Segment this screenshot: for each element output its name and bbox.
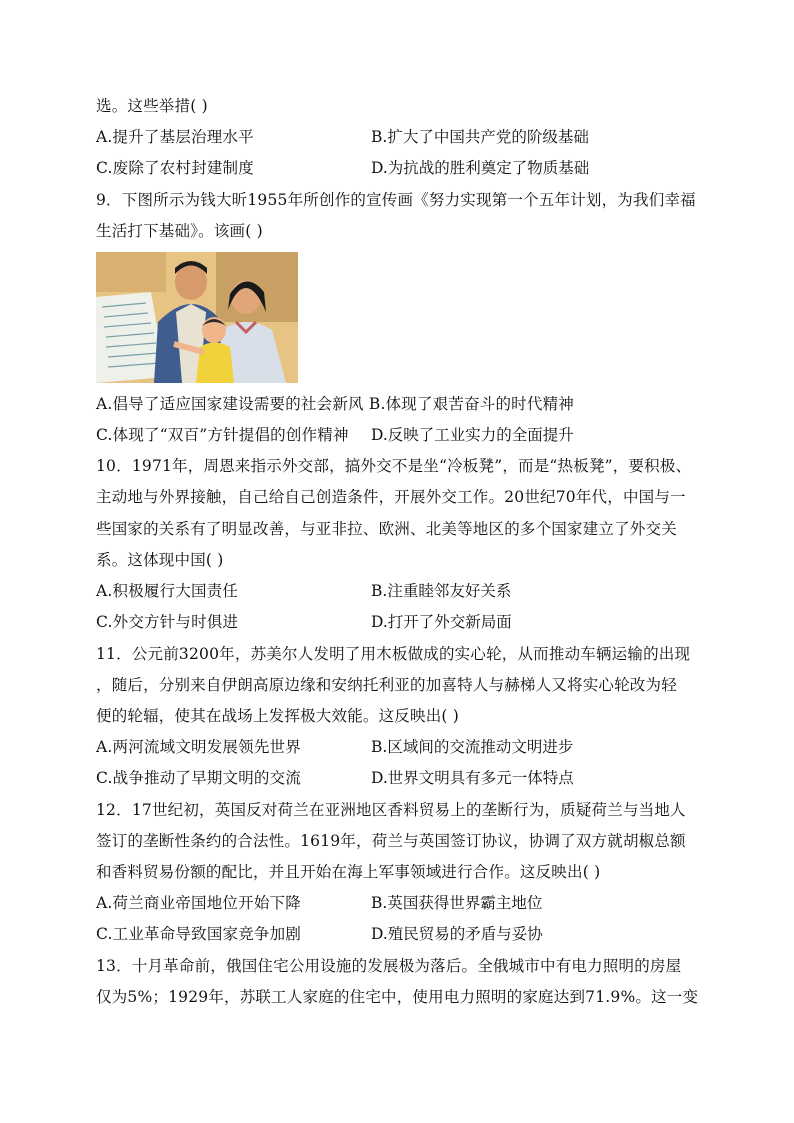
family-poster-illustration — [96, 252, 298, 383]
question-10-line-1: 10．1971年，周恩来指示外交部，搞外交不是坐“冷板凳”，而是“热板凳”，要积极、 — [96, 457, 692, 475]
question-10-line-2: 主动地与外界接触，自己给自己创造条件，开展外交工作。20世纪70年代，中国与一 — [96, 488, 686, 506]
option-q11-c: C.战争推动了早期文明的交流 — [96, 769, 302, 787]
option-q12-d: D.殖民贸易的矛盾与妥协 — [371, 925, 543, 943]
option-q10-c: C.外交方针与时俱进 — [96, 613, 239, 631]
option-q12-b: B.英国获得世界霸主地位 — [371, 894, 543, 912]
option-q11-a: A.两河流域文明发展领先世界 — [96, 738, 301, 756]
line-q8-stem-end: 选。这些举措( ) — [96, 97, 208, 115]
option-q9-d: D.反映了工业实力的全面提升 — [371, 426, 574, 444]
option-q8-a: A.提升了基层治理水平 — [96, 128, 254, 146]
question-10-line-4: 系。这体现中国( ) — [96, 551, 224, 569]
option-q10-b: B.注重睦邻友好关系 — [371, 582, 512, 600]
question-11-line-1: 11．公元前3200年，苏美尔人发明了用木板做成的实心轮，从而推动车辆运输的出现 — [96, 645, 691, 663]
propaganda-poster-image — [96, 252, 298, 383]
question-12-line-2: 签订的垄断性条约的合法性。1619年，荷兰与英国签订协议，协调了双方就胡椒总额 — [96, 832, 686, 850]
option-q12-a: A.荷兰商业帝国地位开始下降 — [96, 894, 301, 912]
question-13-line-1: 13．十月革命前，俄国住宅公用设施的发展极为落后。全俄城市中有电力照明的房屋 — [96, 957, 682, 975]
option-q12-c: C.工业革命导致国家竞争加剧 — [96, 925, 302, 943]
option-q9-a-b: A.倡导了适应国家建设需要的社会新风 B.体现了艰苦奋斗的时代精神 — [96, 395, 574, 413]
option-q8-b: B.扩大了中国共产党的阶级基础 — [371, 128, 589, 146]
question-9-line-2: 生活打下基础》。该画( ) — [96, 222, 263, 240]
option-q11-b: B.区域间的交流推动文明进步 — [371, 738, 574, 756]
question-12-line-3: 和香料贸易份额的配比，并且开始在海上军事领域进行合作。这反映出( ) — [96, 863, 601, 881]
option-q8-d: D.为抗战的胜利奠定了物质基础 — [371, 159, 590, 177]
question-9-line-1: 9．下图所示为钱大昕1955年所创作的宣传画《努力实现第一个五年计划，为我们幸福 — [96, 191, 696, 209]
option-q10-d: D.打开了外交新局面 — [371, 613, 512, 631]
option-q10-a: A.积极履行大国责任 — [96, 582, 239, 600]
question-11-line-3: 便的轮辐，使其在战场上发挥极大效能。这反映出( ) — [96, 707, 460, 725]
question-10-line-3: 些国家的关系有了明显改善，与亚非拉、欧洲、北美等地区的多个国家建立了外交关 — [96, 520, 677, 538]
option-q8-c: C.废除了农村封建制度 — [96, 159, 254, 177]
option-q9-c: C.体现了“双百”方针提倡的创作精神 — [96, 426, 349, 444]
question-13-line-2: 仅为5%；1929年，苏联工人家庭的住宅中，使用电力照明的家庭达到71.9%。这一变 — [96, 988, 699, 1006]
question-11-line-2: ，随后，分别来自伊朗高原边缘和安纳托利亚的加喜特人与赫梯人又将实心轮改为轻 — [96, 676, 677, 694]
question-12-line-1: 12．17世纪初，英国反对荷兰在亚洲地区香料贸易上的垄断行为，质疑荷兰与当地人 — [96, 801, 686, 819]
option-q11-d: D.世界文明具有多元一体特点 — [371, 769, 574, 787]
